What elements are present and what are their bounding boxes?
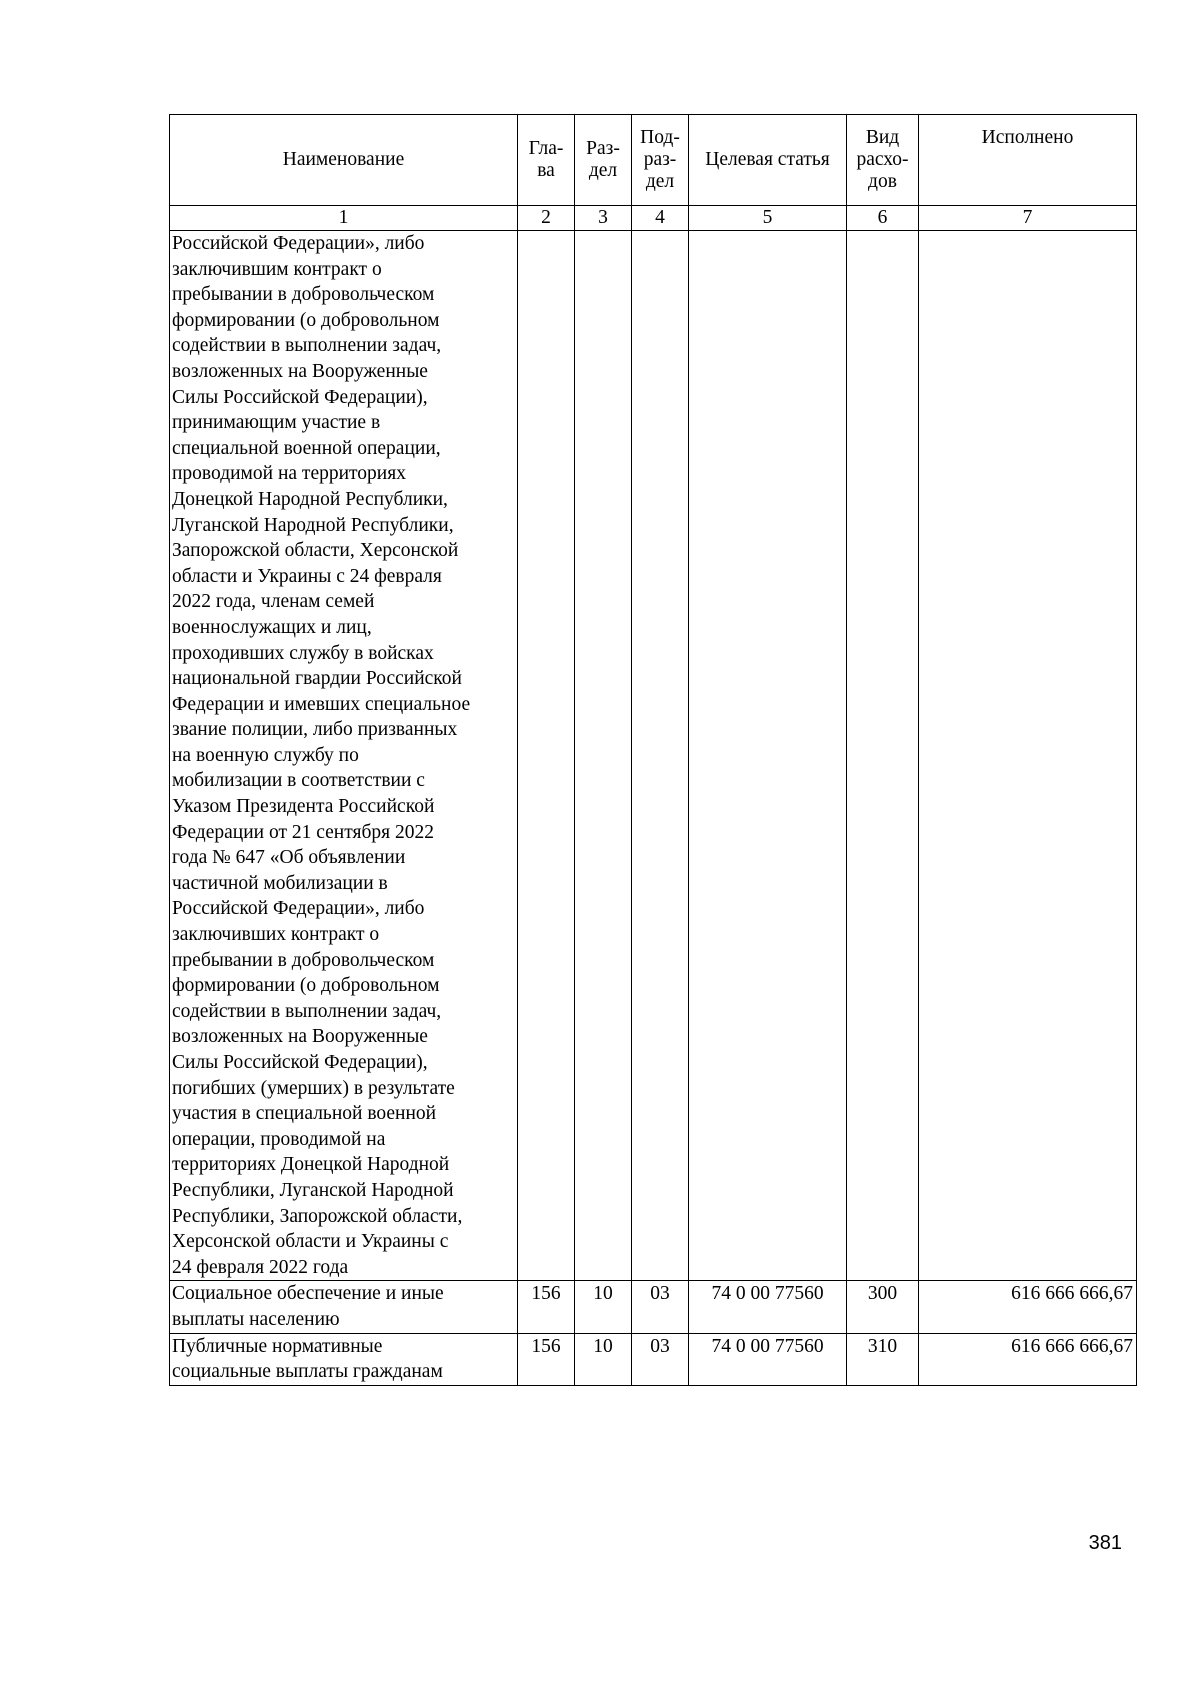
row-executed: 616 666 666,67 xyxy=(919,1333,1137,1385)
header-chapter: Гла- ва xyxy=(518,115,575,206)
page-number: 381 xyxy=(1088,1532,1122,1554)
column-number: 7 xyxy=(919,206,1137,231)
header-name: Наименование xyxy=(170,115,518,206)
row-subsection xyxy=(632,231,689,1281)
column-number: 6 xyxy=(847,206,919,231)
row-expense-type xyxy=(847,231,919,1281)
row-subsection: 03 xyxy=(632,1281,689,1333)
row-executed xyxy=(919,231,1137,1281)
table-row xyxy=(170,1333,1137,1385)
column-number: 3 xyxy=(575,206,632,231)
row-subsection: 03 xyxy=(632,1333,689,1385)
row-chapter: 156 xyxy=(518,1281,575,1333)
header-expense-type: Вид расхо- дов xyxy=(847,115,919,206)
budget-table xyxy=(169,114,1137,1386)
row-section: 10 xyxy=(575,1281,632,1333)
row-chapter: 156 xyxy=(518,1333,575,1385)
row-chapter xyxy=(518,231,575,1281)
row-target-article xyxy=(689,231,847,1281)
table-row xyxy=(170,231,1137,1281)
column-number: 1 xyxy=(170,206,518,231)
column-number: 2 xyxy=(518,206,575,231)
row-section xyxy=(575,231,632,1281)
row-name: Российской Федерации», либо заключившим контракт о пребывании в добровольческом формировании (о добровольном содействии в выполнении задач, возложенных на Вооруженные Силы Российской Федерации), принимающим участие в специальной военной операции, проводимой на территориях Донецкой Народной Республики, Луганской Народной Республики, Запорожской области, Херсонской области и Украины с 24 февраля 2022 года, членам семей военнослужащих и лиц, проходивших службу в войсках национальной гвардии Российской Федерации и имевших специальное звание полиции, либо призванных на военную службу по мобилизации в соответствии с Указом Президента Российской Федерации от 21 сентября 2022 года № 647 «Об объявлении частичной мобилизации в Российской Федерации», либо заключивших контракт о пребывании в добровольческом формировании (о добровольном содействии в выполнении задач, возложенных на Вооруженные Силы Российской Федерации), погибших (умерших) в результате участия в специальной военной операции, проводимой на территориях Донецкой Народной Республики, Луганской Народной Республики, Запорожской области, Херсонской области и Украины с 24 февраля 2022 года xyxy=(170,231,518,1281)
column-number: 4 xyxy=(632,206,689,231)
header-target-article: Целевая статья xyxy=(689,115,847,206)
row-target-article: 74 0 00 77560 xyxy=(689,1333,847,1385)
row-executed: 616 666 666,67 xyxy=(919,1281,1137,1333)
row-name: Публичные нормативные социальные выплаты гражданам xyxy=(170,1333,518,1385)
row-name: Социальное обеспечение и иные выплаты населению xyxy=(170,1281,518,1333)
header-subsection: Под- раз- дел xyxy=(632,115,689,206)
row-section: 10 xyxy=(575,1333,632,1385)
table-row xyxy=(170,1281,1137,1333)
header-section: Раз- дел xyxy=(575,115,632,206)
header-executed: Исполнено xyxy=(919,115,1137,206)
header-row xyxy=(170,115,1137,206)
row-expense-type: 310 xyxy=(847,1333,919,1385)
column-number-row xyxy=(170,206,1137,231)
row-target-article: 74 0 00 77560 xyxy=(689,1281,847,1333)
row-expense-type: 300 xyxy=(847,1281,919,1333)
column-number: 5 xyxy=(689,206,847,231)
